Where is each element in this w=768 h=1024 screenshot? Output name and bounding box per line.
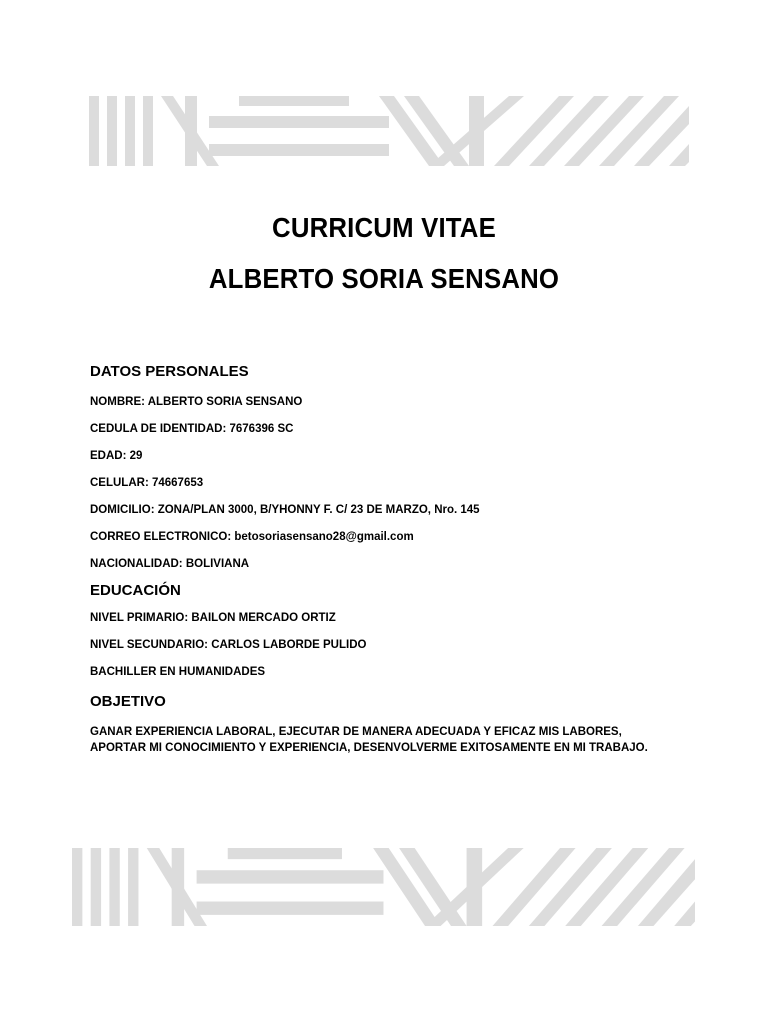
decorative-stripe-band-top [89,96,689,166]
field-cedula: CEDULA DE IDENTIDAD: 7676396 SC [90,423,294,435]
field-bachiller: BACHILLER EN HUMANIDADES [90,666,266,678]
field-domicilio: DOMICILIO: ZONA/PLAN 3000, B/YHONNY F. C/ 23 DE MARZO, Nro. 145 [90,504,480,516]
decorative-stripe-band-bottom [72,848,695,926]
stripe-pattern-bottom [72,848,695,926]
section-heading-objetivo: OBJETIVO [90,693,166,710]
section-heading-educacion: EDUCACIÓN [90,582,181,599]
objective-text: GANAR EXPERIENCIA LABORAL, EJECUTAR DE MANERA ADECUADA Y EFICAZ MIS LABORES, APORTAR MI CONOCIMIENTO Y EXPERIENCIA, DESENVOLVERME EXITOSAMENTE EN MI TRABAJO. [90,726,648,754]
document-title: CURRICUM VITAE [272,212,496,243]
field-nacionalidad: NACIONALIDAD: BOLIVIANA [90,558,250,570]
candidate-name-title: ALBERTO SORIA SENSANO [208,263,560,294]
stripe-pattern-top [89,96,689,166]
section-heading-datos-personales: DATOS PERSONALES [90,363,249,380]
field-celular: CELULAR: 74667653 [90,477,204,489]
field-edad: EDAD: 29 [90,450,143,462]
field-nivel-secundario: NIVEL SECUNDARIO: CARLOS LABORDE PULIDO [90,639,367,651]
field-nombre: NOMBRE: ALBERTO SORIA SENSANO [90,396,303,408]
field-nivel-primario: NIVEL PRIMARIO: BAILON MERCADO ORTIZ [90,612,336,624]
field-correo: CORREO ELECTRONICO: betosoriasensano28@gmail.com [90,531,414,543]
cv-body [90,362,690,756]
